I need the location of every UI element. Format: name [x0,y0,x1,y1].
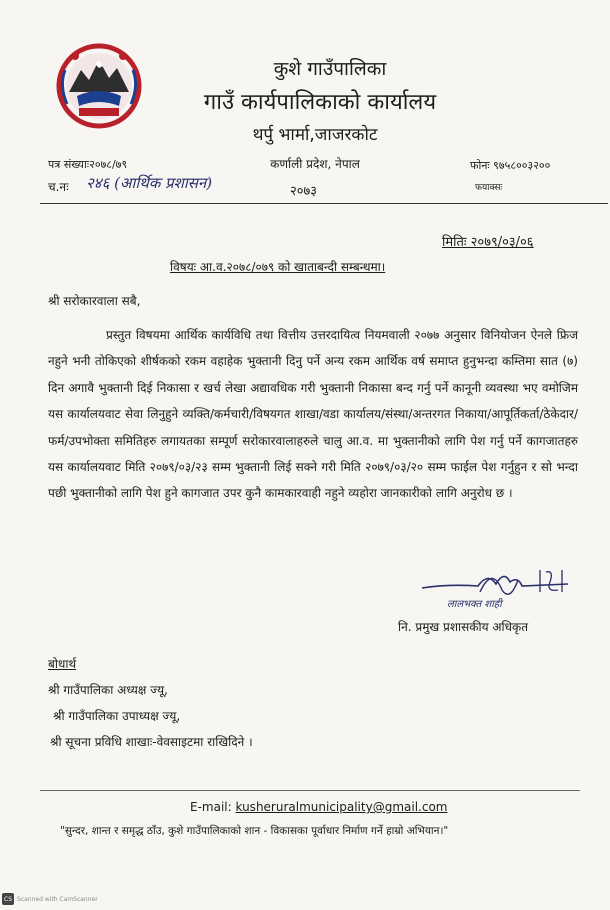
header-divider [40,203,608,204]
letter-date: मितिः २०७९/०३/०६ [442,235,534,250]
cc-heading: बोधार्थ [48,657,77,671]
letter-subject: विषयः आ.व.२०७८/०७९ को खाताबन्दी सम्बन्धमा। [170,260,386,274]
letterhead-address: थर्पु भार्मा,जाजरकोट [252,125,378,145]
cc-item: श्री सूचना प्रविधि शाखाः-वेवसाइटमा राखिदिने । [50,735,253,749]
footer-slogan: "सुन्दर, शान्त र समृद्ध ठाँउ, कुशे गाउँपालिकाको शान - विकासका पूर्वाधार निर्माण गर्ने हाम्रो अभियान।" [60,825,449,837]
dispatch-handwritten: २४६ (आर्थिक प्रशासन) [86,174,213,192]
signatory-title: नि. प्रमुख प्रशासकीय अधिकृत [398,620,529,634]
year-handwritten: २०७३ [290,184,318,199]
cc-list [48,680,253,758]
fax-label: फयाक्सः [475,183,503,193]
cc-item: श्री गाउँपालिका उपाध्यक्ष ज्यू, [53,709,181,723]
nepal-emblem-icon [55,40,143,132]
letterhead-municipality: कुशे गाउँपालिका [273,58,387,80]
cc-item: श्री गाउँपालिका अध्यक्ष ज्यू, [48,683,168,697]
scanner-text: Scanned with CamScanner [17,895,98,903]
email-address[interactable]: kusheruralmunicipality@gmail.com [235,800,448,814]
footer-email [190,800,447,814]
reference-number: पत्र संख्याः२०७८/७९ [48,158,128,171]
signatory-name: लालभक्त शाही [447,599,502,610]
phone-number: फोनः ९७५८००३२०० [470,159,551,172]
letter-body: प्रस्तुत विषयमा आर्थिक कार्यविधि तथा वित्तीय उत्तरदायित्व नियमवाली २०७७ अनुसार विनियोजन ऐनले फ्रिज नहुने भनी तोकिएको शीर्षकको रकम वहाहेक भुक्तानी दिनु पर्ने अन्य रकम आर्थिक वर्ष समाप्त हुनुभन्दा कम्तिमा सात (७) दिन अगावै भुक्तानी दिई निकासा र खर्च लेखा अद्यावधिक गरी भुक्तानी निकासा बन्द गर्नु पर्ने कानूनी व्यवस्था भए वमोजिम यस कार्यालयवाट सेवा लिनुहुने व्यक्ति/कर्मचारी/विषयगत शाखा/वडा कार्यालय/संस्था/अन्तरगत निकाया/आपूर्तिकर्ता/ठेकेदार/फर्म/उपभोक्ता समितिहरु लगायतका सम्पूर्ण सरोकारवालाहरुले चालु आ.व. मा भुक्तानीको लागि पेश गर्नु पर्ने कागजातहरु यस कार्यालयवाट मिति २०७९/०३/२३ सम्म भुक्तानी लिई सक्ने गरी मिति २०७९/०३/२० सम्म फाईल पेश गर्नुहुन र सो भन्दा पछी भुक्तानीको लागि पेश हुने कागजात उपर कुनै कामकारवाही नहुने व्यहोरा जानकारीको लागि अनुरोध छ । [48,328,578,501]
email-label: E-mail: [190,800,232,814]
scanner-watermark [2,893,98,905]
letterhead-office: गाउँ कार्यपालिकाको कार्यालय [203,90,437,115]
dispatch-label: च.नः [48,180,69,194]
footer-divider [40,790,580,791]
camscanner-logo-icon: CS [2,893,14,905]
letterhead-province: कर्णाली प्रदेश, नेपाल [270,157,360,171]
salutation: श्री सरोकारवाला सबै, [48,294,141,308]
